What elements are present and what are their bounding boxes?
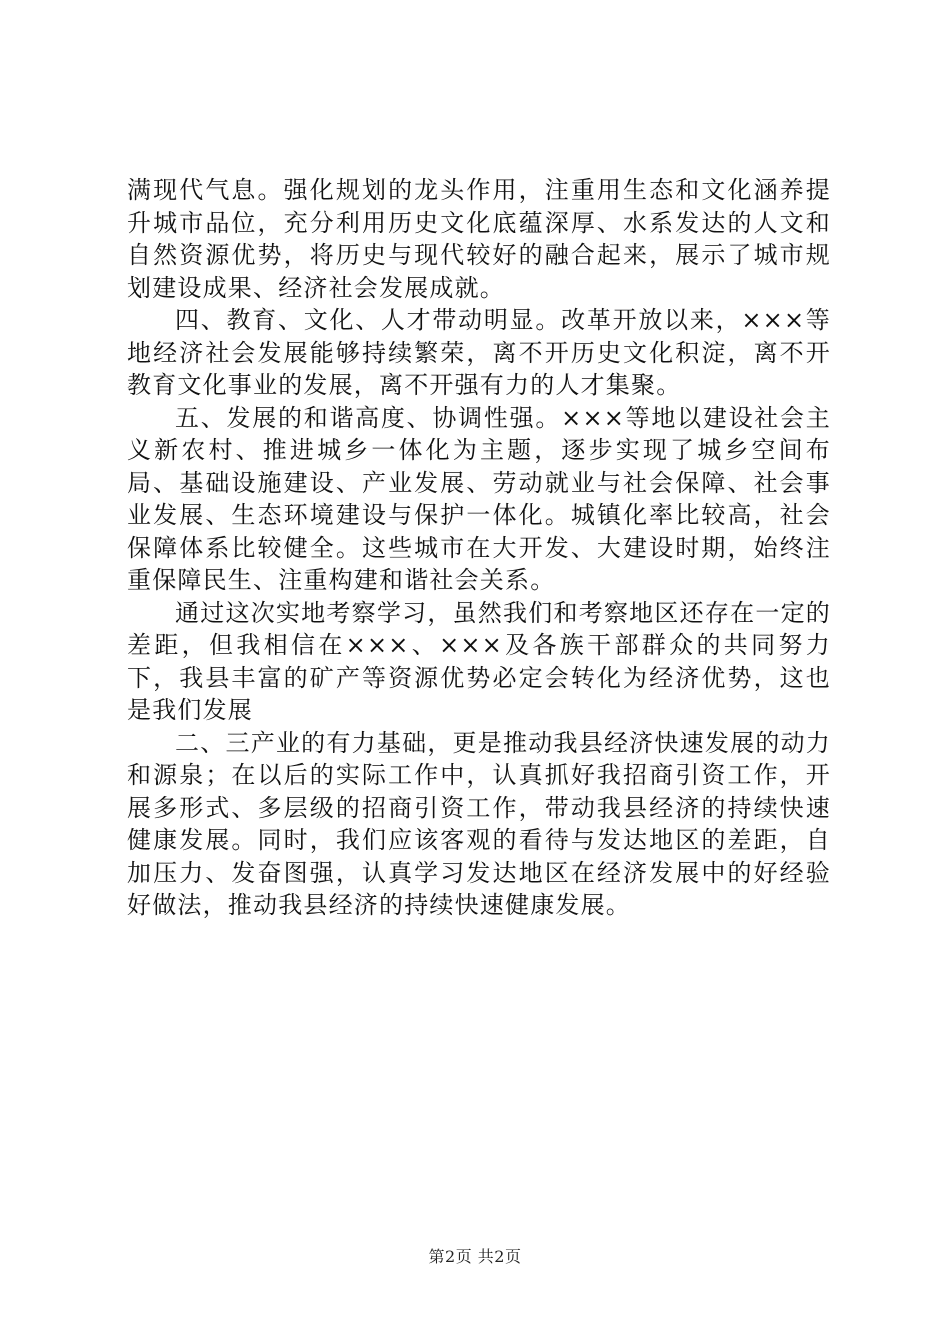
paragraph-harmonious-development: 五、发展的和谐高度、协调性强。×××等地以建设社会主义新农村、推进城乡一体化为主题，逐步实现了城乡空间布局、基础设施建设、产业发展、劳动就业与社会保障、社会事业发展、生态环境建设与保护一体化。城镇化率比较高，社会保障体系比较健全。这些城市在大开发、大建设时期，始终注重保障民生、注重构建和谐社会关系。 bbox=[127, 403, 831, 594]
paragraph-education-culture: 四、教育、文化、人才带动明显。改革开放以来，×××等地经济社会发展能够持续繁荣，离不开历史文化积淀，离不开教育文化事业的发展，离不开强有力的人才集聚。 bbox=[127, 306, 831, 399]
paragraph-continuation: 满现代气息。强化规划的龙头作用，注重用生态和文化涵养提升城市品位，充分利用历史文化底蕴深厚、水系发达的人文和自然资源优势，将历史与现代较好的融合起来，展示了城市规划建设成果、经济社会发展成就。 bbox=[127, 176, 831, 302]
document-body bbox=[127, 174, 831, 922]
page-number-footer: 第2页 共2页 bbox=[428, 1247, 522, 1266]
paragraph-industry-foundation: 二、三产业的有力基础，更是推动我县经济快速发展的动力和源泉；在以后的实际工作中，认真抓好我招商引资工作，开展多形式、多层级的招商引资工作，带动我县经济的持续快速健康发展。同时，我们应该客观的看待与发达地区的差距，自加压力、发奋图强，认真学习发达地区在经济发展中的好经验好做法，推动我县经济的持续快速健康发展。 bbox=[127, 728, 831, 919]
paragraph-study-conclusion: 通过这次实地考察学习，虽然我们和考察地区还存在一定的差距，但我相信在×××、×××及各族干部群众的共同努力下，我县丰富的矿产等资源优势必定会转化为经济优势，这也是我们发展 bbox=[127, 598, 831, 724]
